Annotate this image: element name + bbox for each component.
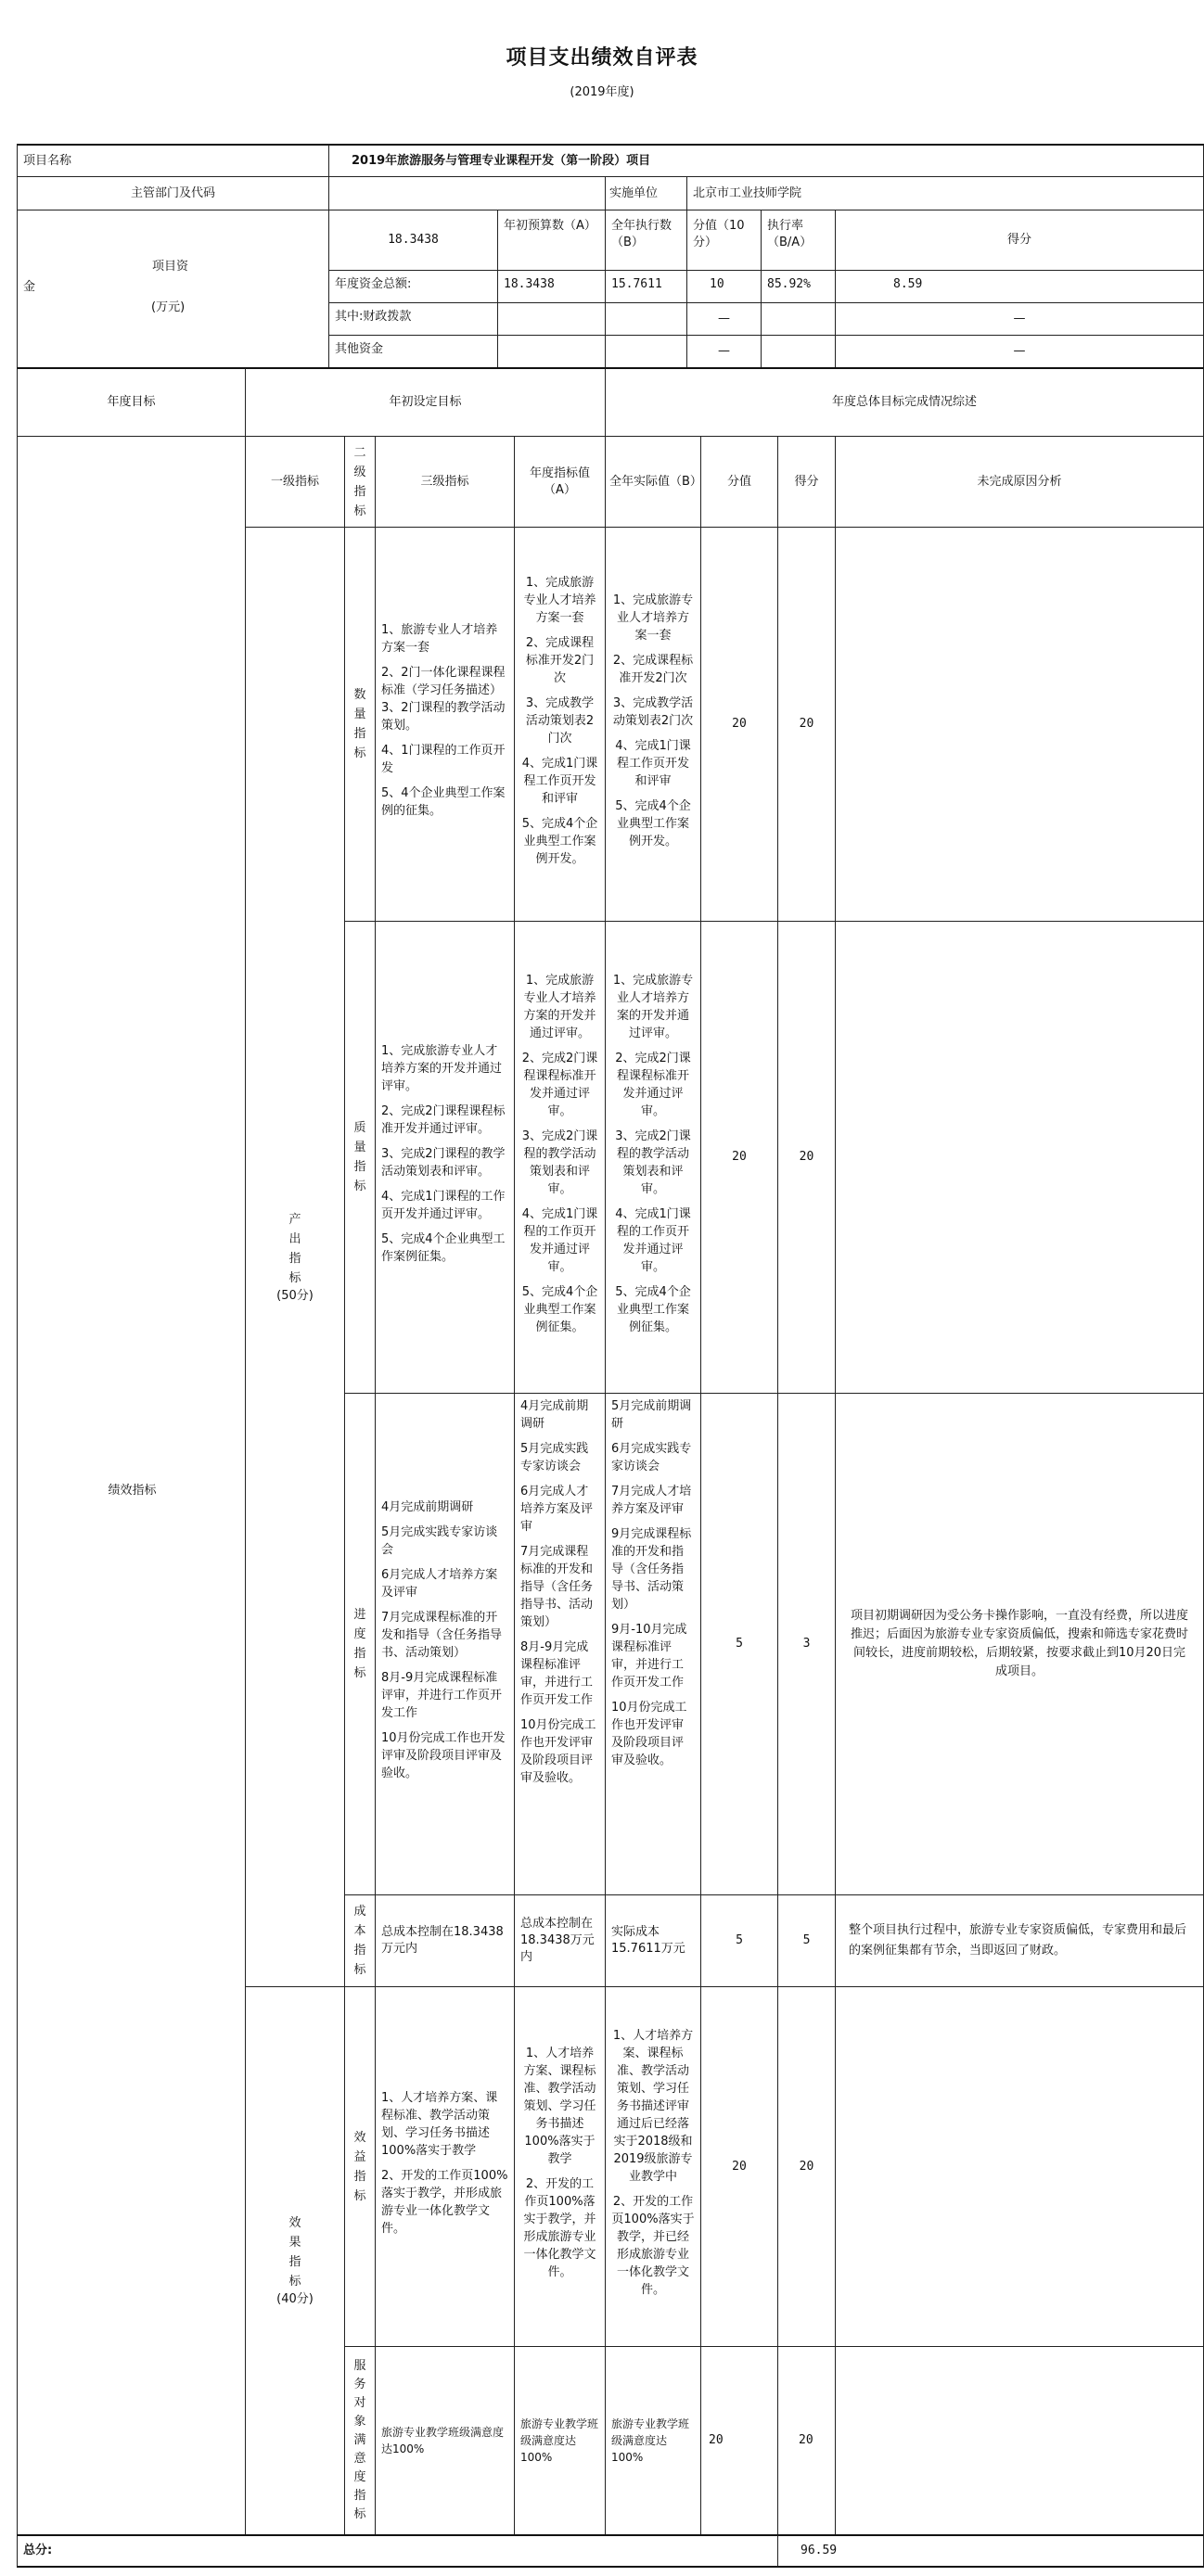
fund-row-score-value: [686, 335, 762, 368]
col-target-text: 年度指标值（A）: [529, 465, 590, 497]
reason-cell: [835, 2346, 1204, 2535]
score-value-text: 20: [709, 2433, 724, 2447]
score-cell: [777, 2346, 836, 2535]
fund-row-label-text: 其他资金: [335, 342, 384, 356]
score-text: 20: [799, 2433, 813, 2447]
level3-item: 1、完成旅游专业人才培养方案的开发并通过评审。: [381, 1043, 503, 1093]
project-name-value-text: 2019年旅游服务与管理专业课程开发（第一阶段）项目: [352, 153, 651, 168]
level3-item: 旅游专业教学班级满意度达100%: [381, 2426, 505, 2455]
funds-label-line2: 金: [23, 280, 36, 294]
actual-item: 7月完成人才培养方案及评审: [611, 1485, 692, 1516]
score-cell: [777, 1986, 836, 2347]
target-item: 旅游专业教学班级满意度达100%: [520, 2417, 599, 2464]
funds-label-line3: (万元): [151, 300, 186, 314]
col-score-value-ind-text: 分值: [726, 474, 751, 489]
reason-cell: [835, 1986, 1204, 2347]
project-name-label-text: 项目名称: [23, 153, 72, 168]
target-item: 1、人才培养方案、课程标准、教学活动策划、学习任务书描述100%落实于教学: [523, 2047, 596, 2166]
funds-label: [17, 210, 329, 368]
level2-progress: [344, 1393, 376, 1895]
level3-item: 总成本控制在18.3438万元内: [381, 1925, 504, 1956]
level3-item: 2、开发的工作页100%落实于教学，并形成旅游专业一体化教学文件。: [381, 2168, 508, 2236]
actual-cell: [605, 1894, 701, 1987]
target-item: 1、完成旅游专业人才培养方案的开发并通过评审。: [523, 973, 596, 1040]
target-item: 总成本控制在18.3438万元内: [520, 1917, 595, 1964]
actual-item: 4、完成1门课程工作页开发和评审: [615, 738, 691, 788]
score-value-text: 5: [736, 1933, 743, 1947]
level2-cost: [344, 1894, 376, 1987]
actual-item: 5、完成4个企业典型工作案例开发。: [615, 798, 691, 848]
fund-row-executed-text: 15.7611: [611, 277, 662, 291]
reason-cell: [835, 527, 1204, 922]
score-cell: [777, 1894, 836, 1987]
target-cell: [514, 921, 606, 1394]
level3-cell: [375, 527, 515, 922]
dept-value: [328, 176, 606, 210]
fund-row-score-value-text: —: [718, 344, 730, 358]
project-name-value: [328, 144, 1204, 177]
annual-goal-label: [17, 367, 246, 437]
actual-item: 2、完成课程标准开发2门次: [612, 653, 694, 685]
fund-row-score: [835, 335, 1204, 368]
actual-item: 9月-10月完成课程标准评审，并进行工作页开发工作: [611, 1623, 687, 1690]
col-reason-header: [835, 436, 1204, 528]
fund-row-rate: [761, 302, 836, 336]
fund-row-label-text: 其中:财政拨款: [335, 310, 412, 324]
level3-item: 4、1门课程的工作页开发: [381, 744, 506, 775]
actual-item: 6月完成实践专家访谈会: [611, 1442, 692, 1473]
dept-label: [17, 176, 329, 210]
level3-item: 4、完成1门课程的工作页开发并通过评审。: [381, 1189, 506, 1221]
col-actual-header: [605, 436, 701, 528]
col-level1-header: [245, 436, 345, 528]
score-value-text: 20: [732, 1150, 747, 1164]
score-value-text: 5: [736, 1637, 743, 1651]
col-target-header: [514, 436, 606, 528]
level3-item: 5月完成实践专家访谈会: [381, 1525, 498, 1557]
level3-item: 5、完成4个企业典型工作案例征集。: [381, 1231, 506, 1264]
target-item: 6月完成人才培养方案及评审: [520, 1485, 594, 1534]
level2-progress-text: 进度指标: [353, 1608, 366, 1680]
fund-row-budget: [497, 270, 606, 303]
actual-item: 3、完成教学活动策划表2门次: [612, 695, 694, 728]
level3-item: 6月完成人才培养方案及评审: [381, 1568, 498, 1600]
page-title: 项目支出绩效自评表: [506, 46, 698, 70]
goal-summary-label: [605, 367, 1204, 437]
actual-cell: [605, 527, 701, 922]
actual-item: 9月完成课程标准的开发和指导（含任务指导书、活动策划）: [611, 1527, 692, 1612]
target-item: 5、完成4个企业典型工作案例征集。: [521, 1284, 598, 1334]
reason-cell: [835, 1894, 1204, 1987]
col-level2-header: [344, 436, 376, 528]
page-subtitle: (2019年度): [570, 85, 634, 99]
total-value-text: 96.59: [801, 2544, 838, 2557]
level3-item: 1、人才培养方案、课程标准、教学活动策划、学习任务书描述100%落实于教学: [381, 2090, 498, 2158]
col-score-header: [835, 210, 1204, 271]
target-item: 1、完成旅游专业人才培养方案一套: [523, 575, 596, 625]
actual-item: 4、完成1门课程的工作页开发并通过评审。: [615, 1206, 691, 1274]
score-text: 20: [799, 717, 814, 731]
fund-row-executed: [605, 302, 687, 336]
level3-item: 10月份完成工作也开发评审及阶段项目评审及验收。: [381, 1731, 506, 1780]
funds-top-value: [328, 210, 498, 271]
col-budget-header: [497, 210, 606, 271]
score-cell: [777, 1393, 836, 1895]
fund-row-budget-text: 18.3438: [504, 277, 555, 291]
score-value-text: 20: [732, 717, 747, 731]
level2-satisfaction: [344, 2346, 376, 2535]
col-score-ind-text: 得分: [794, 474, 819, 489]
col-level2-text: 二级指标: [353, 445, 366, 518]
score-value-text: 20: [732, 2159, 747, 2174]
col-level1-text: 一级指标: [270, 474, 319, 489]
actual-cell: [605, 2346, 701, 2535]
fund-row-rate: [761, 335, 836, 368]
col-rate-text: 执行率（B/A）: [767, 219, 813, 249]
target-cell: [514, 1986, 606, 2347]
score-value-cell: [700, 2346, 778, 2535]
fund-row-label: [328, 302, 498, 336]
actual-cell: [605, 1393, 701, 1895]
target-item: 5、完成4个企业典型工作案例开发。: [521, 816, 598, 866]
level2-benefit-text: 效益指标: [353, 2130, 366, 2203]
target-item: 2、完成2门课程课程标准开发并通过评审。: [521, 1051, 598, 1118]
level1-output-label: 产出指标: [288, 1212, 301, 1285]
reason-cell: [835, 921, 1204, 1394]
level1-effect-label: 效果指标: [288, 2216, 301, 2289]
target-item: 4、完成1门课程工作页开发和评审: [521, 756, 598, 806]
target-item: 7月完成课程标准的开发和指导（含任务指导书、活动策划）: [520, 1545, 594, 1629]
level3-item: 4月完成前期调研: [381, 1500, 474, 1514]
col-executed-header: [605, 210, 687, 271]
actual-item: 2、完成2门课程课程标准开发并通过评审。: [615, 1051, 691, 1118]
initial-goal-label-text: 年初设定目标: [389, 395, 462, 409]
actual-item: 1、完成旅游专业人才培养方案的开发并通过评审。: [612, 973, 694, 1040]
level2-quality: [344, 921, 376, 1394]
score-cell: [777, 527, 836, 922]
fund-row-budget: [497, 302, 606, 336]
level1-output-group: [245, 527, 345, 1987]
level3-item: 3、完成2门课程的教学活动策划表和评审。: [381, 1146, 506, 1179]
impl-unit-value: [686, 176, 1204, 210]
impl-unit-value-text: 北京市工业技师学院: [693, 185, 802, 200]
level3-item: 5、4个企业典型工作案例的征集。: [381, 786, 506, 818]
score-value-cell: [700, 921, 778, 1394]
actual-item: 实际成本15.7611万元: [611, 1925, 685, 1956]
col-score-value-header: [700, 436, 778, 528]
fund-row-score-value: [686, 270, 762, 303]
score-value-cell: [700, 1894, 778, 1987]
fund-row-score-text: 8.59: [893, 277, 923, 291]
fund-row-score-text: —: [1013, 344, 1026, 358]
level3-item: 1、旅游专业人才培养方案一套: [381, 623, 498, 655]
level3-item: 8月-9月完成课程标准评审，并进行工作页开发工作: [381, 1671, 503, 1720]
fund-row-rate-text: 85.92%: [767, 277, 811, 291]
impl-unit-label: [605, 176, 687, 210]
level2-cost-text: 成本指标: [353, 1905, 366, 1977]
target-item: 2、完成课程标准开发2门次: [525, 635, 595, 685]
col-executed-text: 全年执行数（B）: [611, 219, 672, 249]
score-value-cell: [700, 527, 778, 922]
fund-row-executed: [605, 270, 687, 303]
col-score-header: [777, 436, 836, 528]
col-score-value-text: 分值（10分）: [693, 219, 745, 249]
fund-row-score: [835, 302, 1204, 336]
fund-row-label-text: 年度资金总额:: [335, 277, 412, 291]
score-cell: [777, 921, 836, 1394]
impl-unit-label-text: 实施单位: [609, 185, 659, 200]
target-item: 4、完成1门课程的工作页开发并通过评审。: [521, 1206, 598, 1274]
target-item: 10月份完成工作也开发评审及阶段项目评审及验收。: [520, 1718, 596, 1785]
annual-goal-label-text: 年度目标: [107, 395, 156, 409]
target-cell: [514, 527, 606, 922]
target-item: 5月完成实践专家访谈会: [520, 1442, 589, 1473]
actual-item: 旅游专业教学班级满意度达100%: [611, 2417, 690, 2464]
col-budget-text: 年初预算数（A）: [504, 219, 596, 233]
level3-item: 2、完成2门课程课程标准开发并通过评审。: [381, 1103, 506, 1136]
fund-row-score-value-text: 10: [710, 277, 724, 291]
actual-item: 3、完成2门课程的教学活动策划表和评审。: [615, 1129, 691, 1196]
level2-benefit: [344, 1986, 376, 2347]
level3-cell: [375, 1894, 515, 1987]
fund-row-budget: [497, 335, 606, 368]
dept-label-text: 主管部门及代码: [130, 185, 215, 200]
level2-quality-text: 质量指标: [353, 1121, 366, 1193]
col-rate-header: [761, 210, 836, 271]
fund-row-rate: [761, 270, 836, 303]
actual-item: 10月份完成工作也开发评审及阶段项目评审及验收。: [611, 1701, 687, 1767]
level2-quantity-text: 数量指标: [353, 688, 366, 760]
level1-effect-group: [245, 1986, 345, 2535]
target-item: 2、开发的工作页100%落实于教学，并形成旅游专业一体化教学文件。: [523, 2177, 596, 2279]
total-value: [777, 2534, 1204, 2568]
col-score-text: 得分: [1006, 233, 1031, 247]
score-text: 20: [799, 2159, 814, 2174]
target-cell: [514, 1393, 606, 1895]
level3-cell: [375, 921, 515, 1394]
target-item: 8月-9月完成课程标准评审，并进行工作页开发工作: [520, 1640, 594, 1707]
reason-cell: [835, 1393, 1204, 1895]
target-item: 3、完成2门课程的教学活动策划表和评审。: [521, 1129, 598, 1196]
level1-effect-points: (40分): [276, 2292, 314, 2306]
fund-row-score-text: —: [1013, 312, 1026, 325]
fund-row-score: [835, 270, 1204, 303]
total-label-text: 总分:: [23, 2544, 53, 2557]
score-text: 5: [802, 1933, 811, 1947]
funds-top-value-text: 18.3438: [388, 233, 439, 247]
score-text: 20: [799, 1150, 814, 1164]
reason-text: 项目初期调研因为受公务卡操作影响，一直没有经费，所以进度推迟；后面因为旅游专业专家资质偏低，搜索和筛选专家花费时间较长，进度前期较松，后期较紧，按要求截止到10月20日完成项目。: [851, 1609, 1189, 1678]
target-cell: [514, 2346, 606, 2535]
level3-item: 2、2门一体化课程课程标准（学习任务描述）3、2门课程的教学活动策划。: [381, 666, 506, 733]
score-value-cell: [700, 1986, 778, 2347]
target-cell: [514, 1894, 606, 1987]
target-item: 3、完成教学活动策划表2门次: [525, 695, 595, 746]
level3-item: 7月完成课程标准的开发和指导（含任务指导书、活动策划）: [381, 1611, 503, 1660]
goal-summary-label-text: 年度总体目标完成情况综述: [831, 395, 977, 409]
target-item: 4月完成前期调研: [520, 1399, 589, 1431]
level3-cell: [375, 2346, 515, 2535]
col-score-value-header: [686, 210, 762, 271]
actual-item: 1、人才培养方案、课程标准、教学活动策划、学习任务书描述评审通过后已经落实于2018级和2019级旅游专业教学中: [612, 2029, 694, 2184]
level3-cell: [375, 1393, 515, 1895]
actual-item: 5、完成4个企业典型工作案例征集。: [615, 1284, 691, 1334]
fund-row-executed: [605, 335, 687, 368]
actual-item: 5月完成前期调研: [611, 1399, 692, 1431]
fund-row-label: [328, 335, 498, 368]
level2-quantity: [344, 527, 376, 922]
col-actual-text: 全年实际值（B）: [609, 474, 702, 489]
indicators-section-label: [17, 436, 246, 2535]
level1-output-points: (50分): [276, 1288, 314, 1303]
col-reason-text: 未完成原因分析: [977, 474, 1062, 489]
total-label: [17, 2534, 778, 2568]
actual-cell: [605, 1986, 701, 2347]
level2-satisfaction-text: 服务对象满意度指标: [353, 2359, 366, 2521]
indicators-section-label-text: 绩效指标: [108, 1484, 157, 1498]
col-level3-text: 三级指标: [420, 474, 469, 489]
reason-text: 整个项目执行过程中，旅游专业专家资质偏低，专家费用和最后的案例征集都有节余，当即返回了财政。: [849, 1923, 1187, 1958]
funds-label-line1: 项目资: [152, 260, 189, 274]
fund-row-score-value-text: —: [718, 312, 730, 325]
score-text: 3: [802, 1637, 811, 1651]
project-name-label: [17, 144, 329, 177]
col-level3-header: [375, 436, 515, 528]
actual-item: 2、开发的工作页100%落实于教学，并已经形成旅游专业一体化教学文件。: [611, 2195, 695, 2297]
level3-cell: [375, 1986, 515, 2347]
score-value-cell: [700, 1393, 778, 1895]
actual-item: 1、完成旅游专业人才培养方案一套: [612, 593, 694, 643]
actual-cell: [605, 921, 701, 1394]
fund-row-score-value: [686, 302, 762, 336]
fund-row-label: [328, 270, 498, 303]
initial-goal-label: [245, 367, 606, 437]
